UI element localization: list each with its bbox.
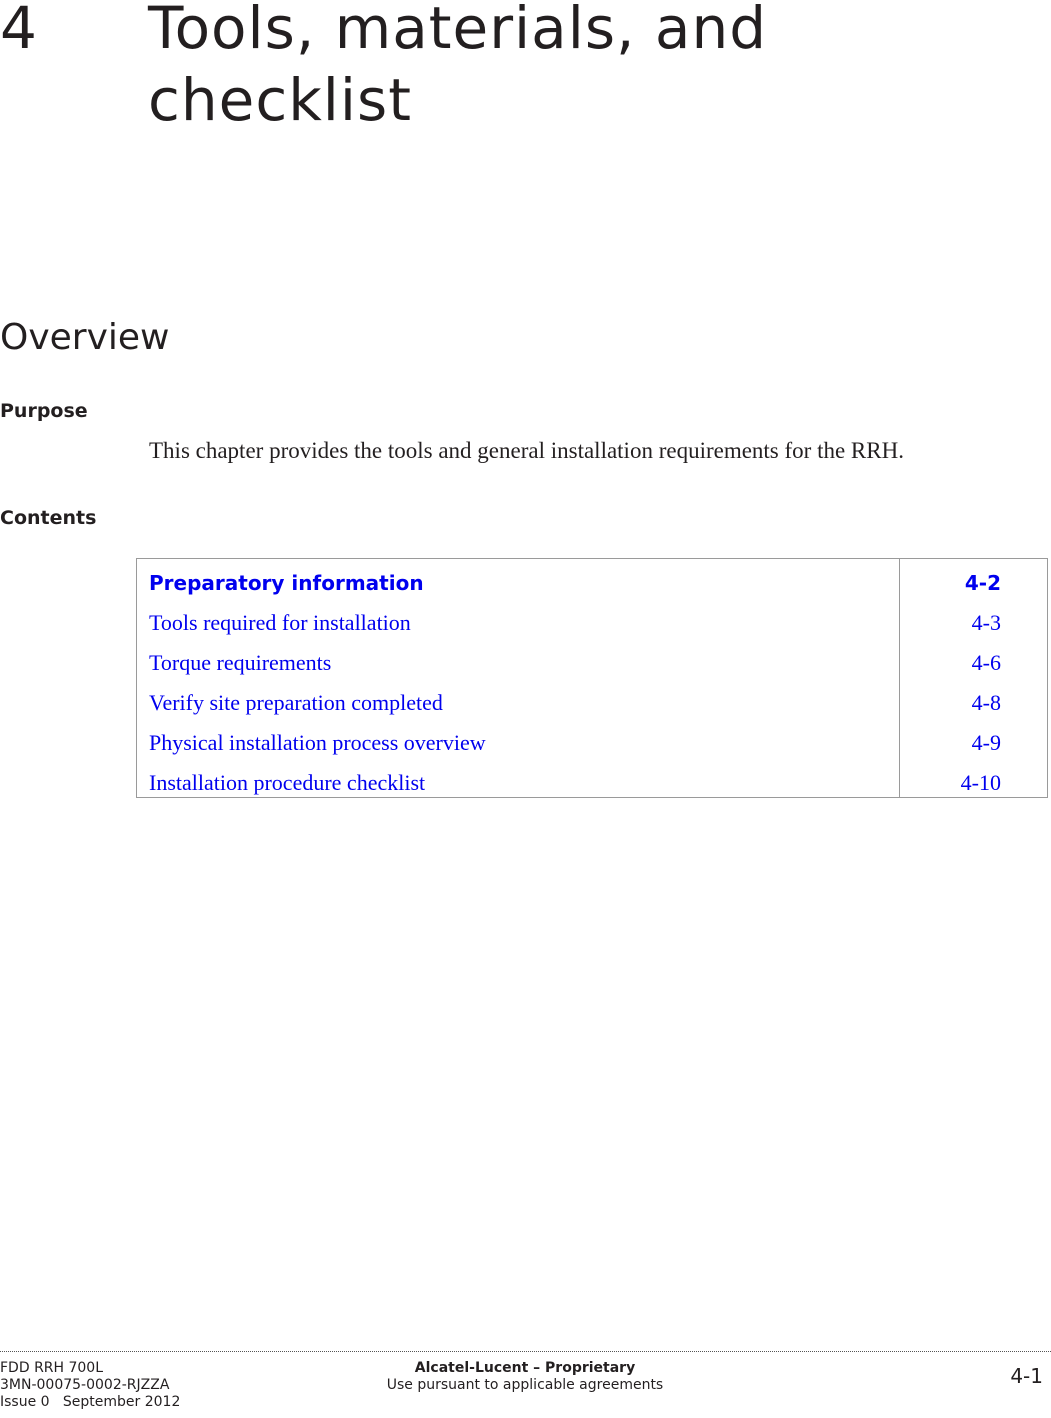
footer-issue: Issue 0 September 2012 (0, 1394, 181, 1410)
toc-row-preparatory-information[interactable] (137, 563, 1047, 603)
toc-page-number[interactable]: 4-3 (971, 610, 1001, 635)
purpose-text: This chapter provides the tools and general installation requirements for the RRH. (149, 438, 904, 463)
toc-row-tools-required[interactable] (137, 603, 1047, 643)
toc-link-label[interactable]: Physical installation process overview (149, 730, 486, 755)
chapter-number: 4 (0, 0, 38, 62)
footer-proprietary: Alcatel-Lucent – Proprietary (414, 1360, 636, 1376)
footer-document-info (0, 1360, 180, 1411)
contents-heading: Contents (0, 507, 97, 529)
toc-link-label[interactable]: Torque requirements (149, 650, 332, 675)
footer-page-number: 4-1 (1010, 1364, 1043, 1388)
chapter-title: Tools, materials, and checklist (148, 0, 768, 134)
toc-link-label[interactable]: Verify site preparation completed (149, 690, 443, 715)
contents-table (136, 558, 1048, 798)
toc-page-number[interactable]: 4-8 (971, 690, 1001, 715)
purpose-heading: Purpose (0, 400, 88, 422)
toc-row-torque-requirements[interactable] (137, 643, 1047, 683)
toc-link-label[interactable]: Tools required for installation (149, 610, 411, 635)
footer-legal (380, 1360, 670, 1394)
toc-page-number[interactable]: 4-9 (971, 730, 1001, 755)
toc-page-number[interactable]: 4-10 (960, 770, 1001, 795)
toc-link-label[interactable]: Preparatory information (149, 571, 424, 595)
footer-agreement: Use pursuant to applicable agreements (386, 1377, 664, 1393)
toc-row-verify-site-preparation[interactable] (137, 683, 1047, 723)
footer-rule (0, 1351, 1051, 1352)
footer-product: FDD RRH 700L (0, 1360, 104, 1376)
toc-row-installation-checklist[interactable] (137, 763, 1047, 803)
toc-page-number[interactable]: 4-2 (964, 571, 1001, 595)
toc-link-label[interactable]: Installation procedure checklist (149, 770, 426, 795)
toc-row-physical-installation[interactable] (137, 723, 1047, 763)
toc-page-number[interactable]: 4-6 (971, 650, 1001, 675)
section-title: Overview (0, 317, 170, 358)
footer-doc-number: 3MN-00075-0002-RJZZA (0, 1377, 170, 1393)
